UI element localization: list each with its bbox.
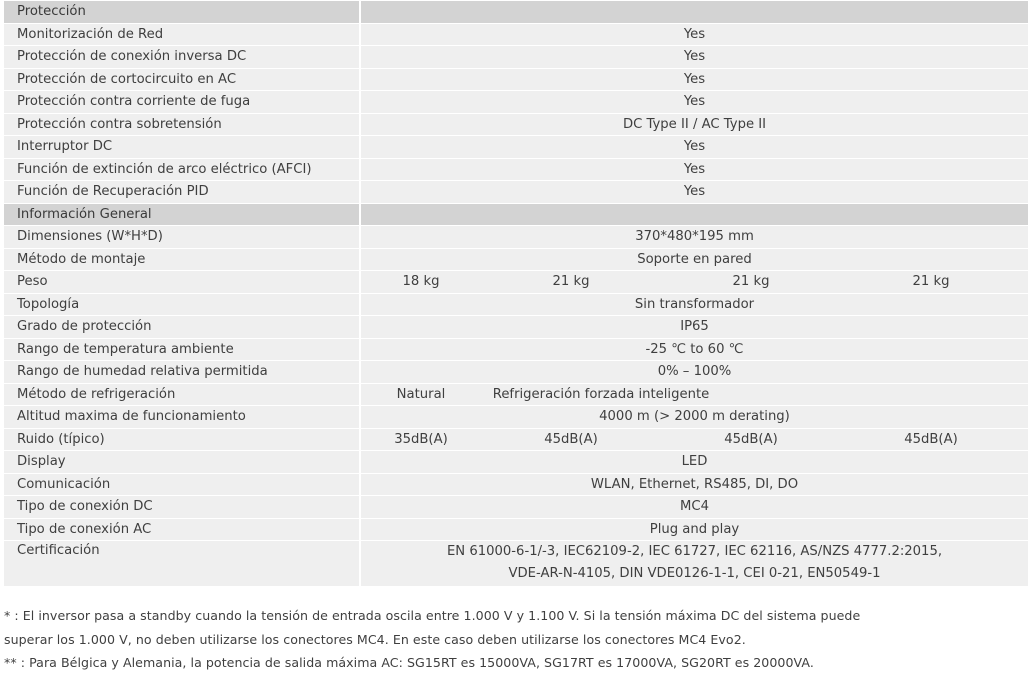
row-label: Rango de humedad relativa permitida: [4, 361, 361, 384]
row-value: LED: [361, 451, 1028, 474]
row-value: Yes: [361, 136, 1028, 159]
row-label: Función de Recuperación PID: [4, 181, 361, 204]
row-value: 45dB(A): [544, 431, 598, 447]
row-label: Altitud maxima de funcionamiento: [4, 406, 361, 429]
table-row: [4, 46, 1028, 69]
table-row: [4, 541, 1028, 587]
row-label: Tipo de conexión AC: [4, 519, 361, 542]
row-label: Certificación: [17, 543, 100, 558]
row-value: 21 kg: [732, 274, 770, 290]
row-value: Yes: [361, 69, 1028, 92]
multi-value-cell: [361, 429, 1028, 451]
row-label: Ruido (típico): [4, 429, 361, 452]
table-row: [4, 384, 1028, 407]
row-value: Yes: [361, 46, 1028, 69]
table-row: [4, 451, 1028, 474]
certification-value: [361, 541, 1028, 587]
row-value: DC Type II / AC Type II: [361, 114, 1028, 137]
table-row: [4, 136, 1028, 159]
footnote-line: * : El inversor pasa a standby cuando la tensión de entrada oscila entre 1.000 V y 1.100 V. Si la tensión máxima DC del sistema puede: [4, 608, 861, 623]
row-value: Yes: [361, 24, 1028, 47]
row-label: Monitorización de Red: [4, 24, 361, 47]
table-row: [4, 519, 1028, 542]
row-value: 45dB(A): [724, 431, 778, 447]
row-value: Sin transformador: [361, 294, 1028, 317]
row-label: Método de refrigeración: [4, 384, 361, 407]
row-label: Protección contra corriente de fuga: [4, 91, 361, 114]
row-label: Topología: [4, 294, 361, 317]
table-row: [4, 159, 1028, 182]
row-label: Dimensiones (W*H*D): [4, 226, 361, 249]
row-value: 4000 m (> 2000 m derating): [361, 406, 1028, 429]
table-row: [4, 249, 1028, 272]
section-header-proteccion: [4, 1, 1028, 24]
section-title: Información General: [4, 204, 361, 227]
table-row: [4, 429, 1028, 452]
footnote-line: ** : Para Bélgica y Alemania, la potencia de salida máxima AC: SG15RT es 15000VA, SG17RT es 17000VA, SG20RT es 20000VA.: [4, 655, 814, 670]
row-value: Yes: [361, 91, 1028, 114]
table-row: [4, 271, 1028, 294]
table-row: [4, 114, 1028, 137]
multi-value-cell: [361, 271, 1028, 293]
row-label: Protección de cortocircuito en AC: [4, 69, 361, 92]
row-value: 21 kg: [912, 274, 950, 290]
certification-line: VDE-AR-N-4105, DIN VDE0126-1-1, CEI 0-21, EN50549-1: [508, 566, 881, 581]
row-value: MC4: [361, 496, 1028, 519]
row-value: 18 kg: [402, 274, 440, 290]
row-label: Rango de temperatura ambiente: [4, 339, 361, 362]
footnote-line: superar los 1.000 V, no deben utilizarse los conectores MC4. En este caso deben utilizarse los conectores MC4 Evo2.: [4, 631, 746, 647]
table-row: [4, 69, 1028, 92]
row-value: WLAN, Ethernet, RS485, DI, DO: [361, 474, 1028, 497]
row-label: Tipo de conexión DC: [4, 496, 361, 519]
table-row: [4, 474, 1028, 497]
certification-line: EN 61000-6-1/-3, IEC62109-2, IEC 61727, IEC 62116, AS/NZS 4777.2:2015,: [446, 544, 943, 559]
row-value: 45dB(A): [904, 431, 958, 447]
row-value: 370*480*195 mm: [361, 226, 1028, 249]
row-value: Soporte en pared: [361, 249, 1028, 272]
row-label: Display: [4, 451, 361, 474]
table-row: [4, 294, 1028, 317]
spec-table: [4, 1, 1028, 587]
row-value: Refrigeración forzada inteligente: [492, 386, 710, 402]
table-row: [4, 24, 1028, 47]
table-row: [4, 339, 1028, 362]
table-row: [4, 406, 1028, 429]
row-label: Protección contra sobretensión: [4, 114, 361, 137]
row-label: Función de extinción de arco eléctrico (AFCI): [4, 159, 361, 182]
row-value: Yes: [361, 159, 1028, 182]
table-row: [4, 226, 1028, 249]
section-title: Protección: [4, 1, 361, 24]
row-label: Comunicación: [4, 474, 361, 497]
row-label: Método de montaje: [4, 249, 361, 272]
multi-value-cell: [361, 384, 1028, 406]
row-value: Yes: [361, 181, 1028, 204]
row-label: Grado de protección: [4, 316, 361, 339]
table-row: [4, 316, 1028, 339]
row-value: 21 kg: [552, 274, 590, 290]
row-value: -25 ℃ to 60 ℃: [361, 339, 1028, 362]
row-label: Interruptor DC: [4, 136, 361, 159]
table-row: [4, 181, 1028, 204]
table-row: [4, 91, 1028, 114]
section-header-informacion-general: [4, 204, 1028, 227]
row-value: 35dB(A): [394, 431, 448, 447]
row-value: 0% – 100%: [361, 361, 1028, 384]
row-label: Peso: [4, 271, 361, 294]
table-row: [4, 496, 1028, 519]
table-row: [4, 361, 1028, 384]
footnotes: [4, 604, 1028, 673]
row-value: IP65: [361, 316, 1028, 339]
row-value: Natural: [396, 386, 446, 402]
row-label: Protección de conexión inversa DC: [4, 46, 361, 69]
row-value: Plug and play: [361, 519, 1028, 542]
